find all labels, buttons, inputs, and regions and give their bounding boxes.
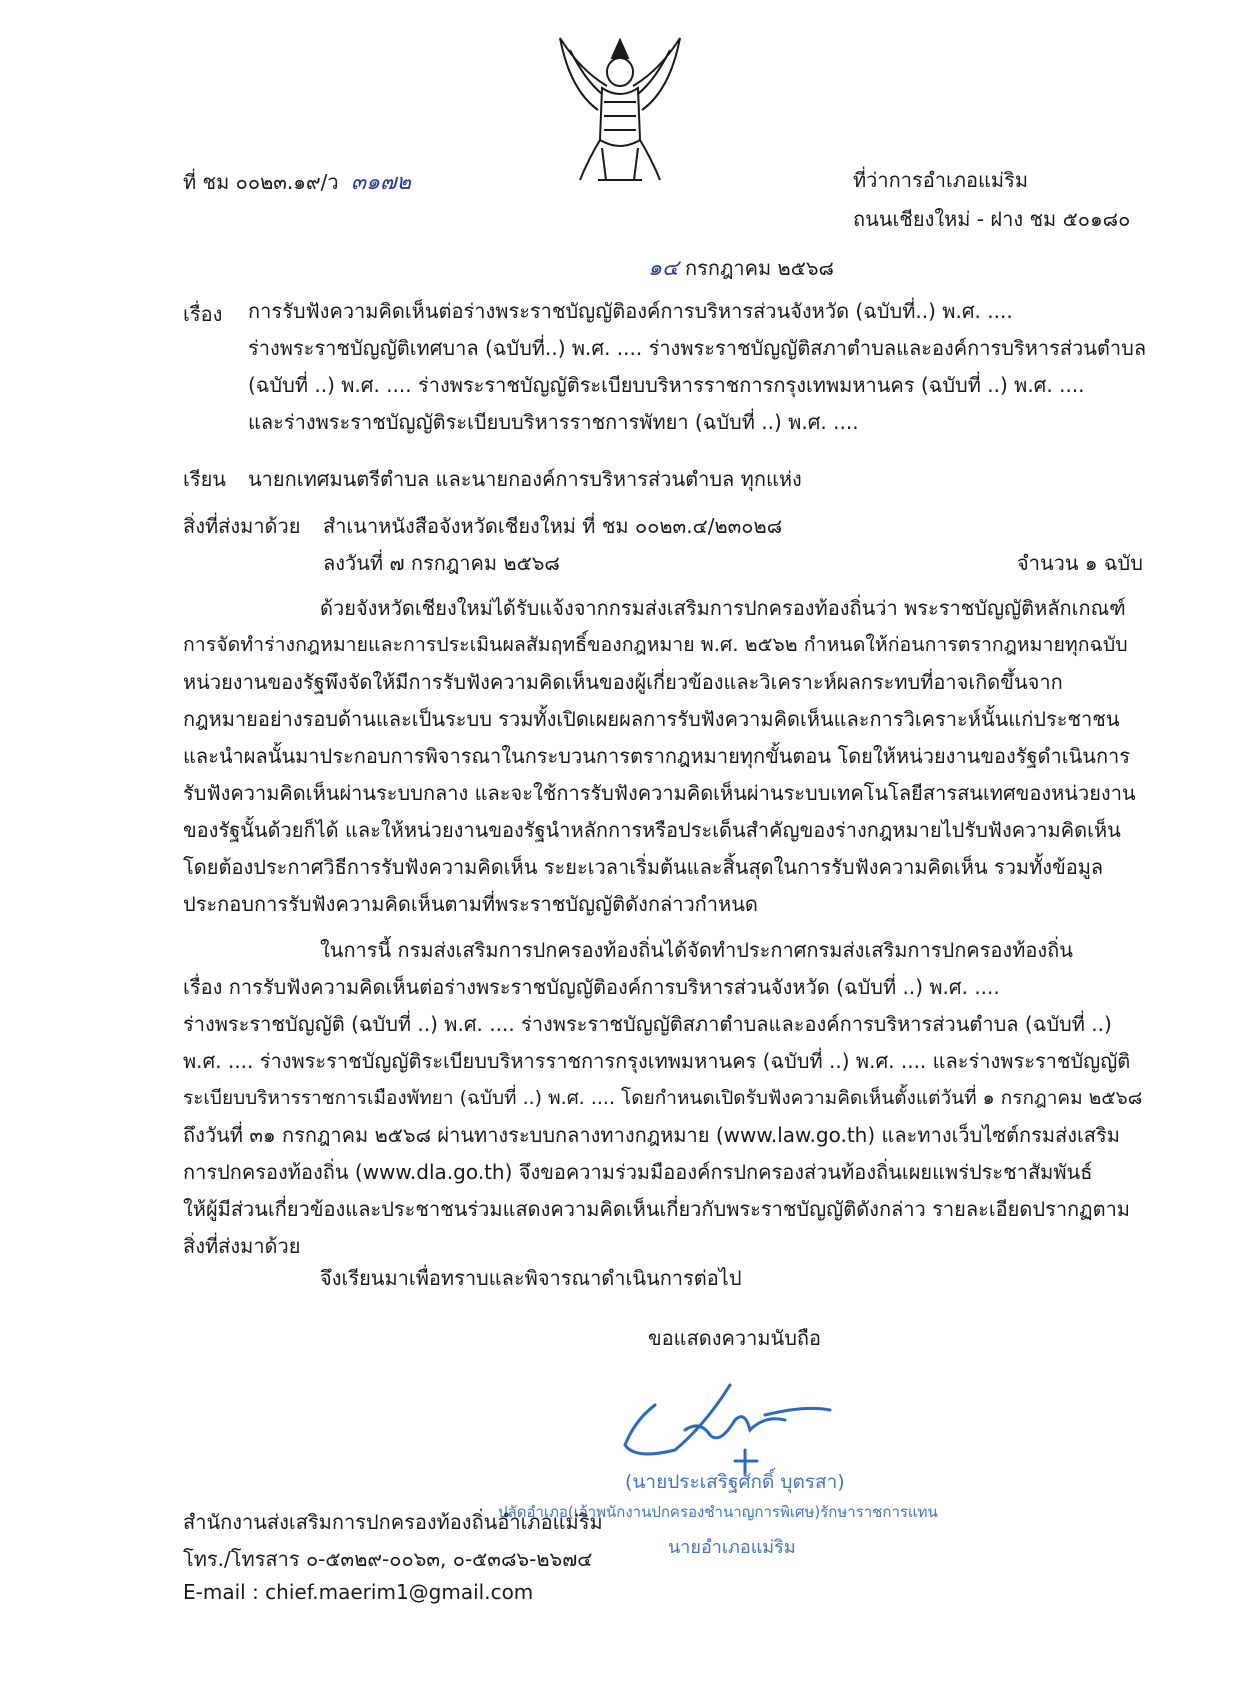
paragraph-line: ด้วยจังหวัดเชียงใหม่ได้รับแจ้งจากกรมส่งเสริมการปกครองท้องถิ่นว่า พระราชบัญญัติหลักเกณฑ์: [320, 596, 1126, 620]
paragraph-line: ให้ผู้มีส่วนเกี่ยวข้องและประชาชนร่วมแสดงความคิดเห็นเกี่ยวกับพระราชบัญญัติดังกล่าว รายละเอียดปรากฏตาม: [183, 1197, 1130, 1221]
reference-prefix: ที่ ชม ๐๐๒๓.๑๙/ว: [183, 170, 339, 194]
signatory-name: (นายประเสริฐศักดิ์ บุตรสา): [625, 1471, 845, 1493]
signatory-position: ปลัดอำเภอ(เจ้าพนักงานปกครองชำนาญการพิเศษ)รักษาราชการแทน: [498, 1503, 938, 1521]
paragraph-line: ร่างพระราชบัญญัติ (ฉบับที่ ..) พ.ศ. .... ร่างพระราชบัญญัติสภาตำบลและองค์การบริหารส่วนตำบล (ฉบับที่ ..): [183, 1012, 1112, 1036]
enclosure-line2: ลงวันที่ ๗ กรกฎาคม ๒๕๖๘: [323, 551, 560, 575]
letter-date: [648, 250, 834, 285]
footer-email: E-mail : chief.maerim1@gmail.com: [183, 1580, 534, 1604]
paragraph-line: กฎหมายอย่างรอบด้านและเป็นระบบ รวมทั้งเปิดเผยผลการรับฟังความคิดเห็นและการวิเคราะห์นั้นแก่ประชาชน: [183, 707, 1120, 731]
footer-phone: โทร./โทรสาร ๐-๕๓๒๙-๐๐๖๓, ๐-๕๓๘๖-๒๖๗๔: [183, 1547, 593, 1571]
enclosure-line1: สำเนาหนังสือจังหวัดเชียงใหม่ ที่ ชม ๐๐๒๓.๔/๒๓๐๒๘: [323, 514, 783, 538]
footer-office: สำนักงานส่งเสริมการปกครองท้องถิ่นอำเภอแม่ริม: [183, 1510, 603, 1534]
paragraph-line: ถึงวันที่ ๓๑ กรกฎาคม ๒๕๖๘ ผ่านทางระบบกลางทางกฎหมาย (www.law.go.th) และทางเว็บไซต์กรมส่งเสริม: [183, 1123, 1120, 1147]
paragraph-line: เรื่อง การรับฟังความคิดเห็นต่อร่างพระราชบัญญัติองค์การบริหารส่วนจังหวัด (ฉบับที่ ..) พ.ศ. ....: [183, 975, 1000, 999]
subject-line: การรับฟังความคิดเห็นต่อร่างพระราชบัญญัติองค์การบริหารส่วนจังหวัด (ฉบับที่..) พ.ศ. ....: [248, 299, 1013, 323]
date-month-year: กรกฎาคม ๒๕๖๘: [684, 256, 834, 280]
paragraph-line: การจัดทำร่างกฎหมายและการประเมินผลสัมฤทธิ์ของกฎหมาย พ.ศ. ๒๕๖๒ กำหนดให้ก่อนการตรากฎหมายทุกฉบับ: [183, 633, 1128, 656]
paragraph-line: และนำผลนั้นมาประกอบการพิจารณาในกระบวนการตรากฎหมายทุกขั้นตอน โดยให้หน่วยงานของรัฐดำเนินการ: [183, 744, 1131, 768]
regards-text: ขอแสดงความนับถือ: [648, 1326, 822, 1350]
paragraph-line: รับฟังความคิดเห็นผ่านระบบกลาง และจะใช้การรับฟังความคิดเห็นผ่านระบบเทคโนโลยีสารสนเทศของหน่วยงาน: [183, 781, 1136, 805]
paragraph-line: ประกอบการรับฟังความคิดเห็นตามที่พระราชบัญญัติดังกล่าวกำหนด: [183, 892, 758, 916]
paragraph-line: ของรัฐนั้นด้วยก็ได้ และให้หน่วยงานของรัฐนำหลักการหรือประเด็นสำคัญของร่างกฎหมายไปรับฟังความคิดเห็น: [183, 818, 1121, 842]
enclosure-label: สิ่งที่ส่งมาด้วย: [183, 514, 301, 538]
paragraph-line: ในการนี้ กรมส่งเสริมการปกครองท้องถิ่นได้จัดทำประกาศกรมส่งเสริมการปกครองท้องถิ่น: [320, 938, 1073, 962]
paragraph-line: สิ่งที่ส่งมาด้วย: [183, 1234, 301, 1258]
recipient-label: เรียน: [183, 467, 226, 491]
recipient-text: นายกเทศมนตรีตำบล และนายกองค์การบริหารส่วนตำบล ทุกแห่ง: [248, 467, 802, 491]
subject-line: และร่างพระราชบัญญัติระเบียบบริหารราชการพัทยา (ฉบับที่ ..) พ.ศ. ....: [248, 410, 859, 434]
signature-mark: [615, 1365, 835, 1475]
subject-line: (ฉบับที่ ..) พ.ศ. .... ร่างพระราชบัญญัติระเบียบบริหารราชการกรุงเทพมหานคร (ฉบับที่ ..) พ.ศ. ....: [248, 373, 1085, 397]
reference-number: [183, 164, 411, 199]
paragraph-line: หน่วยงานของรัฐพึงจัดให้มีการรับฟังความคิดเห็นของผู้เกี่ยวข้องและวิเคราะห์ผลกระทบที่อาจเกิดขึ้นจาก: [183, 670, 1063, 694]
paragraph-line: โดยต้องประกาศวิธีการรับฟังความคิดเห็น ระยะเวลาเริ่มต้นและสิ้นสุดในการรับฟังความคิดเห็น รวมทั้งข้อมูล: [183, 855, 1104, 879]
subject-line: ร่างพระราชบัญญัติเทศบาล (ฉบับที่..) พ.ศ. .... ร่างพระราชบัญญัติสภาตำบลและองค์การบริหารส่วนตำบล: [248, 336, 1147, 360]
subject-label: เรื่อง: [183, 302, 223, 326]
reference-handwritten: ๓๑๗๒: [350, 170, 412, 195]
paragraph-line: การปกครองท้องถิ่น (www.dla.go.th) จึงขอความร่วมมือองค์กรปกครองส่วนท้องถิ่นเผยแพร่ประชาสัมพันธ์: [183, 1160, 1093, 1184]
closing-sentence: จึงเรียนมาเพื่อทราบและพิจารณาดำเนินการต่อไป: [320, 1266, 742, 1290]
office-address-line1: ที่ว่าการอำเภอแม่ริม: [853, 168, 1028, 192]
signatory-office: นายอำเภอแม่ริม: [668, 1537, 796, 1558]
garuda-emblem-icon: [540, 30, 700, 190]
paragraph-line: ระเบียบบริหารราชการเมืองพัทยา (ฉบับที่ ..) พ.ศ. .... โดยกำหนดเปิดรับฟังความคิดเห็นตั้งแต่วันที่ ๑ กรกฎาคม ๒๕๖๘: [183, 1087, 1143, 1109]
date-handwritten-day: ๑๔: [648, 256, 679, 281]
paragraph-line: พ.ศ. .... ร่างพระราชบัญญัติระเบียบบริหารราชการกรุงเทพมหานคร (ฉบับที่ ..) พ.ศ. .... และร่างพระราชบัญญัติ: [183, 1049, 1131, 1073]
office-address-line2: ถนนเชียงใหม่ - ฝาง ชม ๕๐๑๘๐: [853, 207, 1131, 231]
enclosure-count: จำนวน ๑ ฉบับ: [1017, 551, 1143, 575]
